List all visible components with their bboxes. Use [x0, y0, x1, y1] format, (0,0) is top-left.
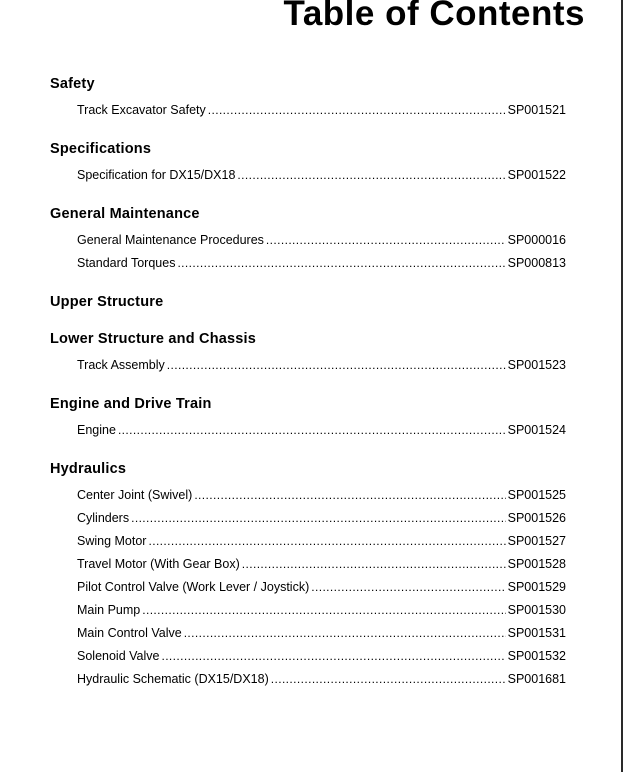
toc-entry[interactable] [77, 164, 566, 187]
dot-leader [194, 484, 505, 507]
entry-code: SP001529 [507, 580, 566, 594]
dot-leader [177, 252, 505, 275]
toc-section [50, 74, 566, 122]
dot-leader [148, 530, 505, 553]
toc-entry[interactable] [77, 484, 566, 507]
toc-entry[interactable] [77, 229, 566, 252]
dot-leader [161, 645, 505, 668]
dot-leader [271, 668, 506, 691]
toc-entry[interactable] [77, 668, 566, 691]
entry-code: SP001526 [507, 511, 566, 525]
toc-entry[interactable] [77, 354, 566, 377]
entry-title: Swing Motor [77, 534, 147, 548]
entry-code: SP000016 [507, 233, 566, 247]
entry-title: Cylinders [77, 511, 130, 525]
entry-code: SP001522 [507, 168, 566, 182]
dot-leader [208, 99, 506, 122]
toc-entry[interactable] [77, 99, 566, 122]
entry-title: Main Control Valve [77, 626, 182, 640]
entry-title: Engine [77, 423, 116, 437]
toc-entry[interactable] [77, 530, 566, 553]
entry-title: Pilot Control Valve (Work Lever / Joystick) [77, 580, 310, 594]
dot-leader [142, 599, 505, 622]
entry-title: General Maintenance Procedures [77, 233, 264, 247]
entry-code: SP001532 [507, 649, 566, 663]
entry-code: SP000813 [507, 256, 566, 270]
entry-title: Main Pump [77, 603, 141, 617]
entry-title: Specification for DX15/DX18 [77, 168, 236, 182]
section-heading: Upper Structure [50, 294, 164, 310]
toc-entry[interactable] [77, 507, 566, 530]
toc-entry[interactable] [77, 576, 566, 599]
entry-code: SP001523 [507, 358, 566, 372]
toc-list [50, 74, 566, 708]
entry-code: SP001528 [507, 557, 566, 571]
section-heading: Engine and Drive Train [50, 396, 212, 412]
entry-code: SP001681 [507, 672, 566, 686]
entry-code: SP001527 [507, 534, 566, 548]
toc-section [50, 459, 566, 691]
dot-leader [167, 354, 506, 377]
entry-title: Track Excavator Safety [77, 103, 206, 117]
toc-section [50, 204, 566, 275]
toc-section [50, 394, 566, 442]
dot-leader [242, 553, 506, 576]
entry-title: Travel Motor (With Gear Box) [77, 557, 240, 571]
entry-code: SP001530 [507, 603, 566, 617]
dot-leader [184, 622, 506, 645]
section-heading: General Maintenance [50, 206, 200, 222]
entry-title: Hydraulic Schematic (DX15/DX18) [77, 672, 269, 686]
toc-entry[interactable] [77, 553, 566, 576]
toc-section [50, 139, 566, 187]
entry-title: Center Joint (Swivel) [77, 488, 193, 502]
entry-code: SP001524 [507, 423, 566, 437]
toc-entry[interactable] [77, 622, 566, 645]
section-heading: Specifications [50, 141, 152, 157]
entry-title: Standard Torques [77, 256, 176, 270]
toc-section [50, 292, 566, 312]
entry-title: Solenoid Valve [77, 649, 160, 663]
page-title: Table of Contents [283, 0, 585, 33]
entry-code: SP001525 [507, 488, 566, 502]
section-heading: Lower Structure and Chassis [50, 331, 257, 347]
dot-leader [237, 164, 505, 187]
toc-entry[interactable] [77, 419, 566, 442]
entry-code: SP001531 [507, 626, 566, 640]
entry-code: SP001521 [507, 103, 566, 117]
dot-leader [311, 576, 505, 599]
section-heading: Hydraulics [50, 461, 127, 477]
toc-section [50, 329, 566, 377]
toc-entry[interactable] [77, 645, 566, 668]
dot-leader [266, 229, 506, 252]
dot-leader [131, 507, 506, 530]
toc-entry[interactable] [77, 252, 566, 275]
entry-title: Track Assembly [77, 358, 165, 372]
section-heading: Safety [50, 76, 95, 92]
dot-leader [118, 419, 506, 442]
toc-entry[interactable] [77, 599, 566, 622]
